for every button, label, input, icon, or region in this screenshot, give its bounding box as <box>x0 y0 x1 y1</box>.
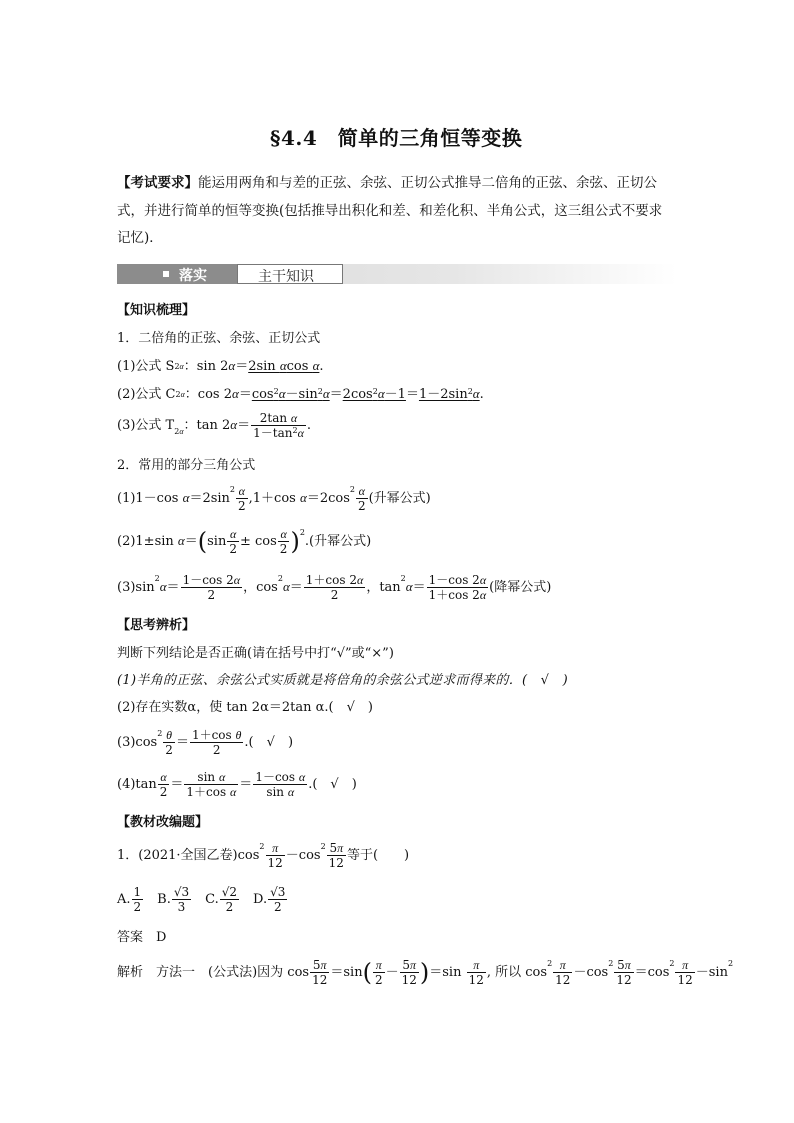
banner-label-luoshi: 落实 <box>179 268 207 284</box>
section2-title: 2．常用的部分三角公式 <box>117 458 256 473</box>
answer: 答案 D <box>117 930 167 945</box>
formula-t2a: (3)公式 T2α：tan 2α＝ $\frac{\text{2tan α}}{1-\tan^2\alpha}$ . <box>117 411 312 440</box>
exam-requirement-line1: 【考试要求】能运用两角和与差的正弦、余弦、正切公式推导二倍角的正弦、余弦、正切公 <box>117 175 657 191</box>
thinking-heading: 【思考辨析】 <box>117 618 196 633</box>
formula-rise-1: (1)1－cos $\alpha=2\sin^2$ $\frac{\alpha}{2}$ ,1＋cos $\alpha=2\cos^2$ $\frac{\alpha}{2}$ (升幂公式) <box>117 484 431 513</box>
exam-requirement-label: 【考试要求】 <box>117 175 198 191</box>
thinking-q1: (1)半角的正弦、余弦公式实质就是将倍角的余弦公式逆求而得来的．( √ ) <box>117 673 568 688</box>
knowledge-heading: 【知识梳理】 <box>117 303 196 318</box>
banner-label-main-knowledge: 主干知识 <box>258 269 314 285</box>
formula-s2a: (1)公式 S2α：sin 2α＝2sin αcos α. <box>117 358 324 374</box>
section-banner <box>117 264 677 284</box>
thinking-intro: 判断下列结论是否正确(请在括号中打“√”或“×”) <box>117 646 394 661</box>
textbook-q1: 1．(2021·全国乙卷)$\cos^2$ $\frac{\pi}{12}$ $-\cos^2$ $\frac{5\pi}{12}$ 等于( ) <box>117 841 410 870</box>
exam-requirement-line3: 记忆)． <box>117 230 163 246</box>
formula-lower: $(3)\sin^2\alpha=$ $\frac{1-\cos 2\alpha}{2}$ ，$\cos^2\alpha=$ $\frac{1+\cos 2\alpha}{2}$ ，$\tan^2\alpha=$ $\frac{1-\cos 2\alpha}{1+\cos 2\alpha}$ (降幂公式) <box>117 573 552 602</box>
thinking-q2: (2)存在实数α，使 tan 2α＝2tan α.( √ ) <box>117 700 373 715</box>
textbook-heading: 【教材改编题】 <box>117 815 209 830</box>
thinking-q3: $(3)\cos^2$ $\frac{\theta}{2}$ ＝ $\frac{\text{1＋cos θ}}{2}$ .( √ ) <box>117 728 294 757</box>
formula-c2a: (2)公式 C2α：$\cos 2\alpha=\cos^2\alpha-\sin^2\alpha=2\cos^2\alpha-1=1-2\sin^2\alpha$. <box>117 386 484 402</box>
thinking-q4: (4)tan $\frac{\alpha}{2}$ ＝ $\frac{\text{sin α}}{\text{1＋cos α}}$ ＝ $\frac{\text{1－cos α}}{\text{sin α}}$ .( √ ) <box>117 770 357 799</box>
exam-requirement-line2: 式，并进行简单的恒等变换(包括推导出积化和差、和差化积、半角公式，这三组公式不要求 <box>117 203 663 219</box>
section1-title: 1．二倍角的正弦、余弦、正切公式 <box>117 331 321 346</box>
page-title: §4.4 简单的三角恒等变换 <box>270 126 523 150</box>
analysis-line: 解析 方法一 (公式法)因为 cos $\frac{5\pi}{12}$ ＝sin( $\frac{\pi}{2}$ － $\frac{5\pi}{12}$ )＝sin $\frac{\pi}{12}$ , 所以 $\cos^2$ $\frac{\pi}{12}$ $-\cos^2$ $\frac{5\pi}{12}$ $=\cos^2$ $\frac{\pi}{12}$ $-\sin^2$ <box>117 958 734 987</box>
textbook-q1-options: A. $\frac{1}{2}$ B. $\frac{√3}{3}$ C. $\frac{√2}{2}$ D. $\frac{√3}{2}$ <box>117 885 286 914</box>
square-bullet-icon <box>163 271 169 277</box>
formula-rise-2: (2)1±sin α＝(sin $\frac{\alpha}{2}$ ± cos $\frac{\alpha}{2}$ )$^2$.(升幂公式) <box>117 527 372 556</box>
